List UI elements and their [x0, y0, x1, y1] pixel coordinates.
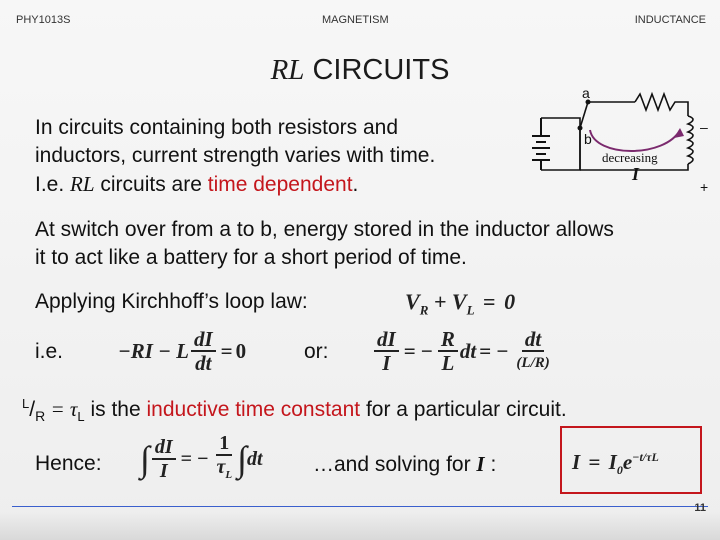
tc-R: R: [35, 408, 46, 425]
intro-line-1: In circuits containing both resistors and: [35, 116, 399, 139]
intro-period: .: [352, 173, 359, 196]
intro-line-2: inductors, current strength varies with time.: [35, 144, 436, 167]
title-rest: CIRCUITS: [304, 54, 450, 86]
decreasing-label: decreasing: [602, 150, 658, 165]
switch-line-2: it to act like a battery for a short period of time.: [35, 246, 467, 269]
header-section: INDUCTANCE: [634, 14, 706, 26]
inductor-icon: [688, 116, 693, 164]
or-label: or:: [304, 340, 329, 363]
solving-I: I: [476, 452, 485, 476]
footer-line: [12, 506, 708, 507]
page-number: 11: [694, 502, 706, 514]
differential-equation: −RI − L $\frac{dI}{dt}$ = 0: [118, 327, 247, 375]
label-plus: +: [700, 179, 709, 195]
switch-line-1: At switch over from a to b, energy stored in the inductor allows: [35, 218, 614, 241]
tc-mid: is the: [84, 398, 147, 421]
tc-post: for a particular circuit.: [360, 398, 567, 421]
intro-rl: RL: [70, 172, 95, 196]
label-a: a: [582, 88, 590, 101]
footer-bar: [0, 512, 720, 540]
label-b: b: [584, 131, 592, 147]
page-title: [0, 54, 720, 87]
switch-icon: [580, 102, 588, 128]
ie-label: i.e.: [35, 340, 64, 363]
switch-paragraph: [35, 216, 715, 272]
current-arrow-icon: [590, 130, 680, 151]
tc-red: inductive time constant: [146, 398, 361, 421]
tc-L: L: [22, 396, 30, 411]
tc-tau: = τ: [45, 397, 78, 421]
solution-equation: $I = I_0e^{-t/\tau L}$: [572, 450, 659, 478]
intro-paragraph: [35, 114, 515, 199]
intro-line-3: [35, 170, 515, 199]
kirchhoff-label: Applying Kirchhoff’s loop law:: [35, 290, 308, 313]
header-topic: MAGNETISM: [322, 14, 389, 26]
loop-law-equation: $V_R + V_L = 0$: [405, 289, 516, 318]
solving-text: [313, 450, 496, 479]
hence-label: Hence:: [35, 452, 102, 475]
solution-box: [560, 426, 702, 494]
resistor-icon: [635, 94, 688, 116]
time-constant-line: $^L/_R = \tau_L$ is the inductive time constant for a particular circuit.: [22, 396, 567, 425]
label-minus: –: [700, 119, 708, 135]
solving-colon: :: [484, 453, 497, 476]
integral-equation: ∫ $\frac{dI}{I}$ = − $\frac{1}{\tau_L}$ ∫ dt: [140, 432, 263, 482]
header-course-code: PHY1013S: [16, 14, 71, 26]
separated-equation: $\frac{dI}{I}$ = − $\frac{R}{L}$ dt = − $\frac{dt}{(L/R)}$: [372, 328, 555, 374]
solving-phrase: …and solving for: [313, 453, 477, 476]
rl-circuit-diagram: [520, 88, 715, 203]
intro-mid: circuits are: [94, 173, 208, 196]
current-symbol: I: [632, 164, 640, 184]
title-italic: RL: [270, 54, 305, 86]
intro-ie: I.e.: [35, 173, 71, 196]
battery-icon: [532, 118, 550, 170]
tc-sub: L: [77, 409, 85, 425]
intro-time-dependent: time dependent: [207, 173, 353, 196]
